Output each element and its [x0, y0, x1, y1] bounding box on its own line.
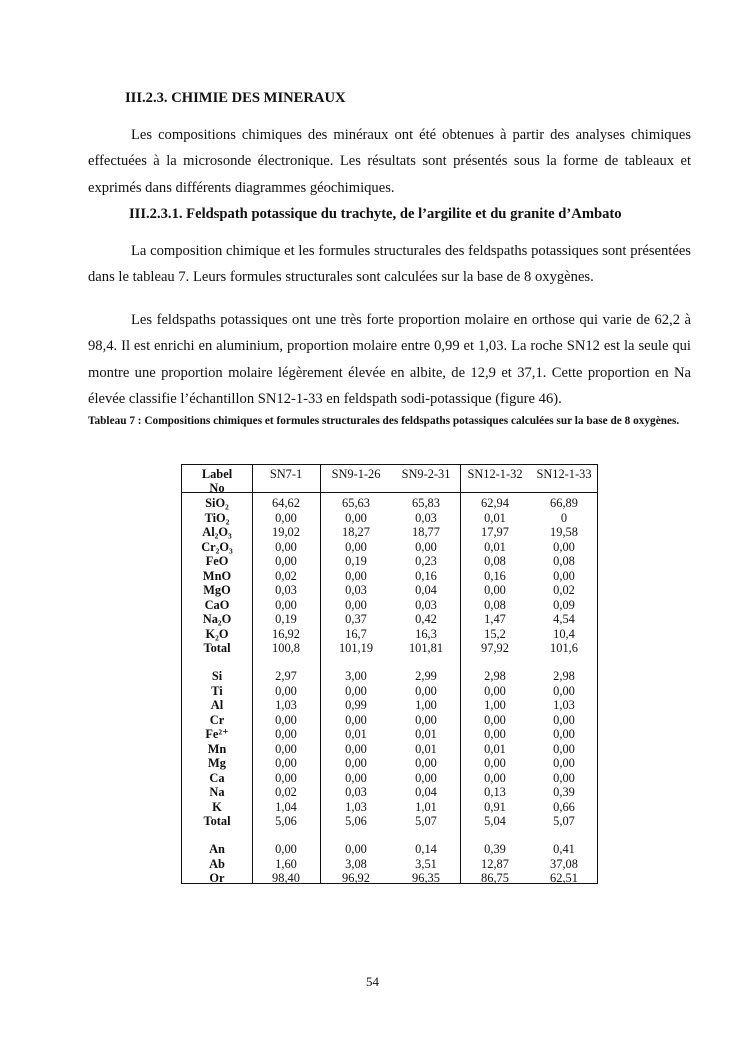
table-cell: 64,62: [272, 496, 300, 510]
table-cell: 0,08: [484, 554, 506, 568]
table-cell: 0,04: [415, 583, 437, 597]
table-cell: 0,01: [345, 727, 367, 741]
table-cell: 0,00: [275, 597, 297, 612]
table-cell: 1,00: [415, 698, 437, 712]
table-cell: 3,08: [345, 856, 367, 871]
table-cell: 0,00: [275, 554, 297, 568]
table-cell: 1,03: [553, 698, 575, 712]
table-cell: 0,02: [275, 785, 297, 799]
table-cell: 0,00: [275, 510, 297, 525]
table-row: [182, 554, 597, 569]
table-row: [182, 525, 597, 540]
table-cell: 0,99: [345, 698, 367, 712]
table-cell: 65,83: [412, 496, 440, 510]
table-cell: 16,7: [345, 626, 367, 641]
table-row: [182, 669, 597, 684]
paragraph-intro: Les compositions chimiques des minéraux ont été obtenues à partir des analyses chimiques effectuées à la microsonde électronique. Les résultats sont présentés sous la forme de tableaux et exprimés dans différents diagrammes géochimiques.: [88, 127, 691, 196]
table-cell: 0,19: [345, 554, 367, 568]
table-cell: 65,63: [342, 496, 370, 510]
table-cell: 0,00: [415, 683, 437, 698]
row-label: Al₂O₃: [202, 525, 232, 539]
table-cell: 62,94: [481, 496, 509, 510]
paragraph-feldspath: Les feldspaths potassiques ont une très forte proportion molaire en orthose qui varie de 62,2 à 98,4. Il est enrichi en aluminium, proportion molaire entre 0,99 et 1,03. La roche SN12 est la seule qui montre une proportion molaire légèrement élevée en albite, de 12,9 et 37,1. Cette proportion en Na élevée classifie l’échantillon SN12-1-33 en feldspath sodi-potassique (figure 46).: [88, 312, 691, 407]
table-row: [182, 511, 597, 526]
column-header: SN9-1-26: [331, 467, 381, 481]
table-cell: 0,00: [484, 727, 506, 741]
table-cell: 0,42: [415, 612, 437, 626]
table-cell: 0,00: [553, 756, 575, 770]
table-cell: 0,01: [484, 539, 506, 554]
table-row: [182, 698, 597, 713]
table-cell: 1,01: [415, 799, 437, 814]
table-cell: 101,81: [408, 641, 444, 655]
table-cell: 0,01: [415, 741, 437, 756]
table-cell: 0,00: [484, 770, 506, 785]
table-cell: 0,03: [415, 510, 437, 525]
table-cell: 5,07: [415, 814, 437, 828]
table-cell: 2,98: [484, 669, 506, 683]
row-label: Or: [209, 871, 225, 885]
table-cell: 97,92: [481, 641, 509, 655]
table-cell: 0,00: [553, 683, 575, 698]
table-cell: 1,03: [275, 698, 297, 712]
table-cell: 19,02: [272, 525, 300, 539]
table-cell: 0,39: [484, 842, 506, 856]
row-label: Na₂O: [202, 612, 232, 626]
table-row: [182, 771, 597, 786]
table-row: [182, 756, 597, 771]
column-header: SN12-1-33: [536, 467, 592, 481]
row-label: An: [209, 842, 225, 856]
table-cell: 100,8: [272, 641, 300, 655]
table-cell: 0,09: [553, 597, 575, 612]
table-cell: 0,00: [553, 568, 575, 583]
table-cell: 101,6: [550, 641, 578, 655]
subsection-heading: III.2.3.1. Feldspath potassique du trachyte, de l’argilite et du granite d’Ambato: [129, 206, 622, 222]
table-cell: 2,99: [415, 669, 437, 683]
table-cell: 0,02: [275, 568, 297, 583]
table-cell: 12,87: [481, 856, 509, 871]
table-cell: 0,01: [415, 727, 437, 741]
row-label: MgO: [203, 583, 231, 597]
table-cell: 16,3: [415, 626, 437, 641]
table-cell: 0,00: [275, 741, 297, 756]
table-cell: 62,51: [550, 871, 578, 885]
row-label: CaO: [204, 597, 230, 612]
table-cell: 0,00: [345, 756, 367, 770]
table-cell: 96,92: [342, 871, 370, 885]
paragraph-composition: La composition chimique et les formules structurales des feldspaths potassiques sont présentées dans le tableau 7. Leurs formules structurales sont calculées sur la base de 8 oxygènes.: [88, 243, 691, 286]
table-cell: 2,98: [553, 669, 575, 683]
table-cell: 1,47: [484, 612, 506, 626]
table-row: [182, 540, 597, 555]
table-cell: 5,04: [484, 814, 506, 828]
row-label: Mn: [207, 741, 227, 756]
table-cell: 0,00: [275, 727, 297, 741]
row-label: SiO₂: [205, 496, 229, 510]
row-label: Ti: [211, 683, 223, 698]
row-label: FeO: [205, 554, 229, 568]
table-cell: 0,00: [275, 539, 297, 554]
table-cell: 98,40: [272, 871, 300, 885]
table-cell: 0,00: [484, 583, 506, 597]
table-header-row-2: [182, 481, 597, 496]
table-cell: 0,16: [484, 568, 506, 583]
table-row: [182, 742, 597, 757]
table-row: [182, 814, 597, 829]
row-label: K₂O: [205, 626, 229, 641]
table-row: [182, 785, 597, 800]
table-row: [182, 496, 597, 511]
table-cell: 0,13: [484, 785, 506, 799]
table-cell: 16,92: [272, 626, 300, 641]
table-cell: 0,39: [553, 785, 575, 799]
table-cell: 0,00: [345, 770, 367, 785]
table-cell: 66,89: [550, 496, 578, 510]
table-row: [182, 583, 597, 598]
table-cell: 0,00: [345, 842, 367, 856]
table-row: [182, 800, 597, 815]
table-row: [182, 727, 597, 742]
table-caption: Tableau 7 : Compositions chimiques et formules structurales des feldspaths potassiques calculées sur la base de 8 oxygènes.: [88, 415, 680, 427]
table-cell: 0,00: [415, 539, 437, 554]
row-label: Total: [203, 814, 231, 828]
table-cell: 0,00: [345, 597, 367, 612]
table-cell: 0,00: [553, 712, 575, 727]
table-cell: 0,03: [275, 583, 297, 597]
table-cell: 0,00: [553, 770, 575, 785]
table-cell: 3,51: [415, 856, 437, 871]
table-cell: 0,00: [275, 712, 297, 727]
table-cell: 0,02: [553, 583, 575, 597]
table-cell: 0,04: [415, 785, 437, 799]
header-label-no: No: [209, 481, 225, 495]
table-cell: 0,00: [275, 683, 297, 698]
table-cell: 5,07: [553, 814, 575, 828]
page-number: 54: [366, 974, 379, 989]
section-heading: III.2.3. CHIMIE DES MINERAUX: [125, 90, 346, 106]
table-cell: 19,58: [550, 525, 578, 539]
row-label: Ca: [209, 770, 225, 785]
table-cell: 0,00: [553, 741, 575, 756]
table-cell: 0,01: [484, 741, 506, 756]
row-label: Fe²⁺: [205, 727, 229, 741]
table-cell: 0,03: [345, 583, 367, 597]
table-row: [182, 569, 597, 584]
row-label: Ab: [209, 856, 225, 871]
table-row: [182, 641, 597, 656]
table-cell: 15,2: [484, 626, 506, 641]
table-cell: 17,97: [481, 525, 509, 539]
table-cell: 37,08: [550, 856, 578, 871]
table-row: [182, 713, 597, 728]
table-cell: 18,27: [342, 525, 370, 539]
row-label: Total: [203, 641, 231, 655]
table-cell: 5,06: [275, 814, 297, 828]
table-cell: 0,00: [345, 683, 367, 698]
table-cell: 18,77: [412, 525, 440, 539]
table-cell: 0,00: [484, 683, 506, 698]
table-row: [182, 842, 597, 857]
table-cell: 4,54: [553, 612, 575, 626]
table-row: [182, 684, 597, 699]
table-cell: 1,60: [275, 856, 297, 871]
table-cell: 1,00: [484, 698, 506, 712]
table-cell: 0,00: [345, 510, 367, 525]
table-cell: 0,00: [275, 770, 297, 785]
row-label: Mg: [208, 756, 226, 770]
table-cell: 0,91: [484, 799, 506, 814]
row-label: Cr₂O₃: [201, 539, 233, 554]
table-cell: 0,23: [415, 554, 437, 568]
table-cell: 1,04: [275, 799, 297, 814]
row-label: TiO₂: [204, 510, 230, 525]
row-label: Si: [211, 669, 223, 683]
table-cell: 0,01: [484, 510, 506, 525]
table-cell: 0,00: [345, 539, 367, 554]
table-cell: 5,06: [345, 814, 367, 828]
table-cell: 96,35: [412, 871, 440, 885]
column-header: SN7-1: [269, 467, 303, 481]
table-cell: 0,00: [484, 756, 506, 770]
table-cell: 0,03: [415, 597, 437, 612]
table-cell: 0,08: [553, 554, 575, 568]
table-cell: 0,03: [345, 785, 367, 799]
table-cell: 3,00: [345, 669, 367, 683]
table-cell: 0,37: [345, 612, 367, 626]
table-cell: 0,00: [553, 727, 575, 741]
table-cell: 0,00: [415, 712, 437, 727]
table-row: [182, 598, 597, 613]
table-cell: 0,14: [415, 842, 437, 856]
header-label: Label: [201, 467, 233, 481]
table-header-row: [182, 467, 597, 482]
row-label: Na: [209, 785, 225, 799]
table-cell: 0,00: [553, 539, 575, 554]
row-label: Al: [210, 698, 224, 712]
table-cell: 0,00: [345, 741, 367, 756]
table-cell: 0,00: [345, 712, 367, 727]
table-cell: 0,00: [275, 842, 297, 856]
table-row: [182, 857, 597, 872]
table-cell: 0,66: [553, 799, 575, 814]
table-cell: 0,00: [484, 712, 506, 727]
table-cell: 0,08: [484, 597, 506, 612]
table-cell: 86,75: [481, 871, 509, 885]
table-cell: 101,19: [338, 641, 374, 655]
table-row: [182, 871, 597, 886]
row-label: MnO: [202, 568, 232, 583]
table-row: [182, 612, 597, 627]
composition-table: [181, 464, 598, 884]
table-cell: 0: [560, 510, 568, 525]
table-cell: 0,16: [415, 568, 437, 583]
column-header: SN12-1-32: [467, 467, 523, 481]
table-cell: 0,00: [415, 770, 437, 785]
table-cell: 0,00: [275, 756, 297, 770]
table-cell: 2,97: [275, 669, 297, 683]
table-cell: 0,00: [415, 756, 437, 770]
column-header: SN9-2-31: [401, 467, 451, 481]
table-cell: 1,03: [345, 799, 367, 814]
table-row: [182, 627, 597, 642]
row-label: K: [212, 799, 222, 814]
table-cell: 0,41: [553, 842, 575, 856]
table-cell: 0,00: [345, 568, 367, 583]
table-cell: 0,19: [275, 612, 297, 626]
table-cell: 10,4: [553, 626, 575, 641]
row-label: Cr: [209, 712, 225, 727]
